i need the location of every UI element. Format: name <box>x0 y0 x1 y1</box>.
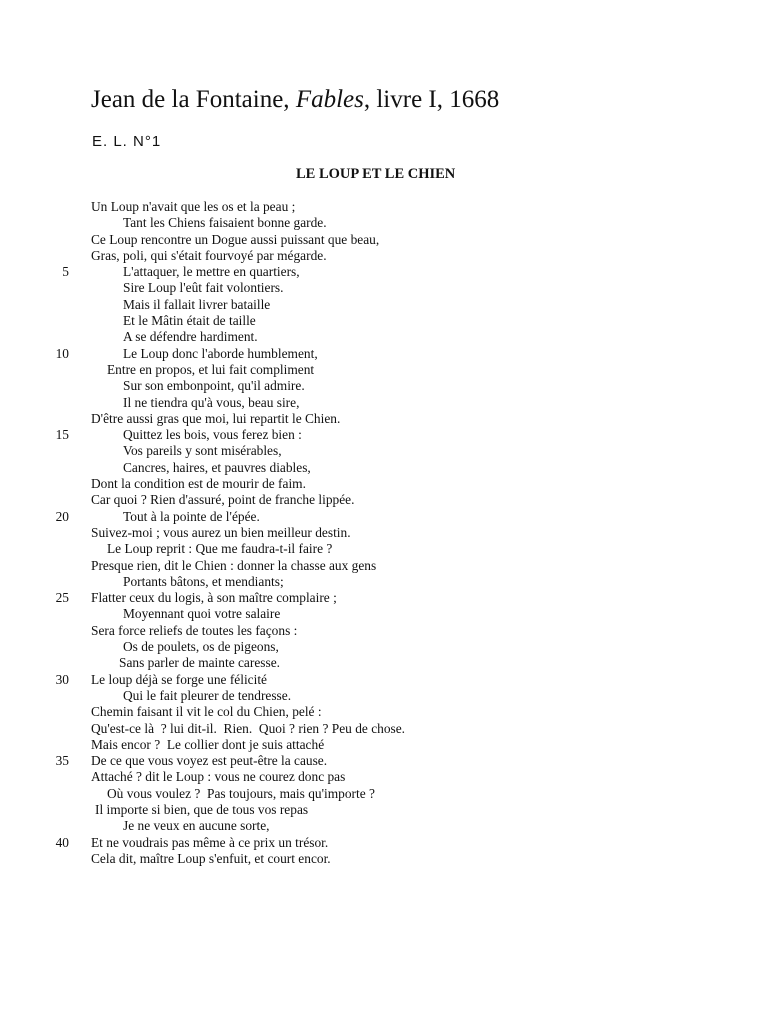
poem-line <box>0 818 768 834</box>
line-text: Moyennant quoi votre salaire <box>123 606 281 622</box>
poem-line <box>0 639 768 655</box>
line-text: Qu'est-ce là ? lui dit-il. Rien. Quoi ? rien ? Peu de chose. <box>91 720 406 736</box>
line-text: Vos pareils y sont misérables, <box>123 443 282 459</box>
poem-line <box>0 835 768 851</box>
poem-line <box>0 802 768 818</box>
poem-line <box>0 769 768 785</box>
poem-line <box>0 590 768 606</box>
poem-line <box>0 297 768 313</box>
line-text: Sera force reliefs de toutes les façons : <box>91 622 298 638</box>
poem-line <box>0 411 768 427</box>
poem-line <box>0 427 768 443</box>
poem-line <box>0 248 768 264</box>
poem-line <box>0 264 768 280</box>
poem-line <box>0 215 768 231</box>
poem-line <box>0 655 768 671</box>
line-text: Il importe si bien, que de tous vos repas <box>95 801 309 817</box>
line-number: 40 <box>55 834 69 850</box>
poem-line <box>0 786 768 802</box>
poem-line <box>0 492 768 508</box>
line-text: Et le Mâtin était de taille <box>123 313 256 329</box>
line-text: Chemin faisant il vit le col du Chien, pelé : <box>91 704 322 720</box>
line-text: Ce Loup rencontre un Dogue aussi puissant que beau, <box>91 231 380 247</box>
line-text: Où vous voulez ? Pas toujours, mais qu'importe ? <box>107 785 375 801</box>
line-text: Os de poulets, os de pigeons, <box>123 639 279 655</box>
poem-line <box>0 329 768 345</box>
line-text: Qui le fait pleurer de tendresse. <box>123 687 292 703</box>
line-text: Suivez-moi ; vous aurez un bien meilleur destin. <box>91 524 351 540</box>
poem-line <box>0 558 768 574</box>
line-number: 25 <box>55 590 69 606</box>
line-number: 30 <box>55 671 69 687</box>
line-text: Tout à la pointe de l'épée. <box>123 508 260 524</box>
line-text: Sur son embonpoint, qu'il admire. <box>123 378 305 394</box>
poem-line <box>0 541 768 557</box>
poem-line <box>0 509 768 525</box>
line-number: 35 <box>55 753 69 769</box>
heading-author: Jean de la Fontaine, <box>91 86 296 113</box>
line-text: Entre en propos, et lui fait compliment <box>107 361 315 377</box>
line-text: Le Loup donc l'aborde humblement, <box>123 345 318 361</box>
line-text: Sire Loup l'eût fait volontiers. <box>123 280 284 296</box>
line-text: De ce que vous voyez est peut-être la cause. <box>91 753 328 769</box>
poem-line <box>0 313 768 329</box>
line-text: Le Loup reprit : Que me faudra-t-il faire ? <box>107 541 333 557</box>
poem-line <box>0 460 768 476</box>
line-text: Dont la condition est de mourir de faim. <box>91 476 306 492</box>
poem-title: LE LOUP ET LE CHIEN <box>296 166 456 182</box>
poem-line <box>0 721 768 737</box>
poem-line <box>0 280 768 296</box>
line-number: 20 <box>55 508 69 524</box>
poem-line <box>0 737 768 753</box>
line-text: Car quoi ? Rien d'assuré, point de franche lippée. <box>91 492 355 508</box>
line-text: Presque rien, dit le Chien : donner la chasse aux gens <box>91 557 377 573</box>
line-text: Gras, poli, qui s'était fourvoyé par mégarde. <box>91 247 327 263</box>
line-text: Portants bâtons, et mendiants; <box>123 573 284 589</box>
poem-line <box>0 395 768 411</box>
study-reference: E. L. N°1 <box>92 133 162 150</box>
poem-line <box>0 232 768 248</box>
line-text: Un Loup n'avait que les os et la peau ; <box>91 199 296 214</box>
line-text: Sans parler de mainte caresse. <box>119 655 280 671</box>
line-text: Mais encor ? Le collier dont je suis attaché <box>91 736 325 752</box>
line-text: Je ne veux en aucune sorte, <box>123 818 270 834</box>
poem-line <box>0 574 768 590</box>
line-text: L'attaquer, le mettre en quartiers, <box>123 264 300 280</box>
line-text: Cela dit, maître Loup s'enfuit, et court encor. <box>91 850 331 866</box>
poem-line <box>0 378 768 394</box>
line-text: Flatter ceux du logis, à son maître complaire ; <box>91 590 337 606</box>
line-text: D'être aussi gras que moi, lui repartit le Chien. <box>91 410 341 426</box>
poem-line <box>0 346 768 362</box>
poem-line <box>0 362 768 378</box>
line-text: Tant les Chiens faisaient bonne garde. <box>123 215 327 231</box>
line-text: A se défendre hardiment. <box>123 329 258 345</box>
poem-line <box>0 672 768 688</box>
poem-line <box>0 688 768 704</box>
poem-line <box>0 476 768 492</box>
line-text: Cancres, haires, et pauvres diables, <box>123 459 311 475</box>
poem-line <box>0 623 768 639</box>
line-text: Le loup déjà se forge une félicité <box>91 671 267 687</box>
line-number: 5 <box>62 264 69 280</box>
line-number: 10 <box>55 345 69 361</box>
line-text: Et ne voudrais pas même à ce prix un trésor. <box>91 834 329 850</box>
poem-line <box>0 525 768 541</box>
line-text: Attaché ? dit le Loup : vous ne courez donc pas <box>91 769 346 785</box>
line-text: Mais il fallait livrer bataille <box>123 296 271 312</box>
poem-body <box>0 199 768 867</box>
poem-line <box>0 606 768 622</box>
line-text: Quittez les bois, vous ferez bien : <box>123 427 302 443</box>
poem-line <box>0 753 768 769</box>
poem-line <box>0 443 768 459</box>
line-number: 15 <box>55 427 69 443</box>
poem-line <box>0 704 768 720</box>
poem-line <box>0 199 768 215</box>
document-heading <box>91 84 499 116</box>
poem-line <box>0 851 768 867</box>
heading-book-year: , livre I, 1668 <box>363 86 500 113</box>
heading-work-title: Fables <box>295 86 364 113</box>
line-text: Il ne tiendra qu'à vous, beau sire, <box>123 394 300 410</box>
